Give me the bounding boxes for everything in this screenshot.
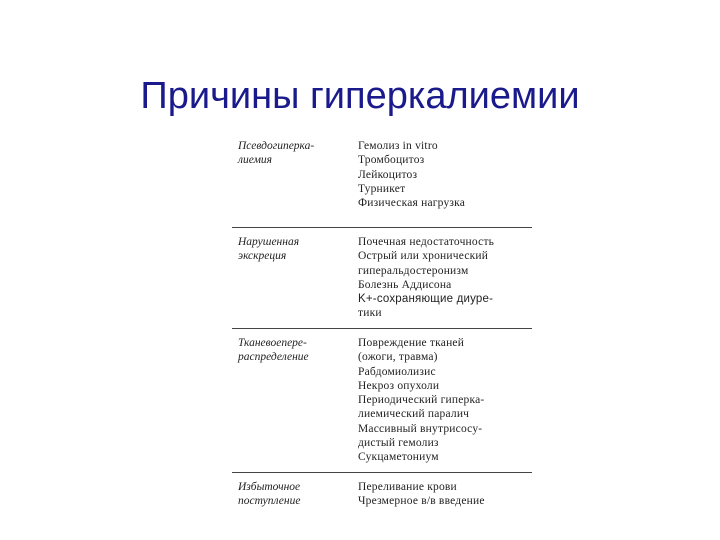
list-item: дистый гемолиз <box>358 437 439 450</box>
list-item: Переливание крови <box>358 481 457 493</box>
list-item: Болезнь Аддисона <box>358 278 452 291</box>
list-item: Сукцаметониум <box>358 451 439 464</box>
table-row <box>232 132 532 228</box>
list-item: Массивный внутрисосу- <box>358 422 483 435</box>
list-item: Тромбоцитоз <box>358 154 425 167</box>
row-category: Нарушенная экскреция <box>238 236 300 262</box>
list-item: (ожоги, травма) <box>358 351 438 364</box>
list-item: Турникет <box>358 182 406 195</box>
causes-table <box>232 132 532 522</box>
table-row <box>232 473 532 522</box>
list-item: Некроз опухоли <box>358 379 440 392</box>
row-category: Псевдогиперка-лиемия <box>238 140 315 166</box>
list-item: Периодический гиперка- <box>358 394 485 407</box>
table-row <box>232 228 532 329</box>
list-item: Лейкоцитоз <box>358 168 418 181</box>
list-item: Рабдомиолизис <box>358 365 436 378</box>
list-item: гиперальдостеронизм <box>358 264 469 277</box>
list-item: Гемолиз in vitro <box>358 140 438 152</box>
list-item: лиемический паралич <box>358 408 470 421</box>
list-item: тики <box>358 307 382 320</box>
slide-title: Причины гиперкалиемии <box>140 75 580 117</box>
row-items <box>358 480 532 509</box>
row-items <box>358 235 532 321</box>
row-category: Тканевоепере-распределение <box>238 337 309 363</box>
list-item: Повреждение тканей <box>358 337 465 349</box>
list-item: Почечная недостаточность <box>358 236 495 248</box>
row-category: Избыточное поступление <box>238 481 301 507</box>
list-item: Физическая нагрузка <box>358 197 466 210</box>
row-items <box>358 336 532 465</box>
list-item: K+-сохраняющие диуре- <box>358 293 494 306</box>
row-items <box>358 139 532 210</box>
list-item: Острый или хронический <box>358 250 489 263</box>
list-item: Чрезмерное в/в введение <box>358 495 485 508</box>
table-row <box>232 329 532 473</box>
